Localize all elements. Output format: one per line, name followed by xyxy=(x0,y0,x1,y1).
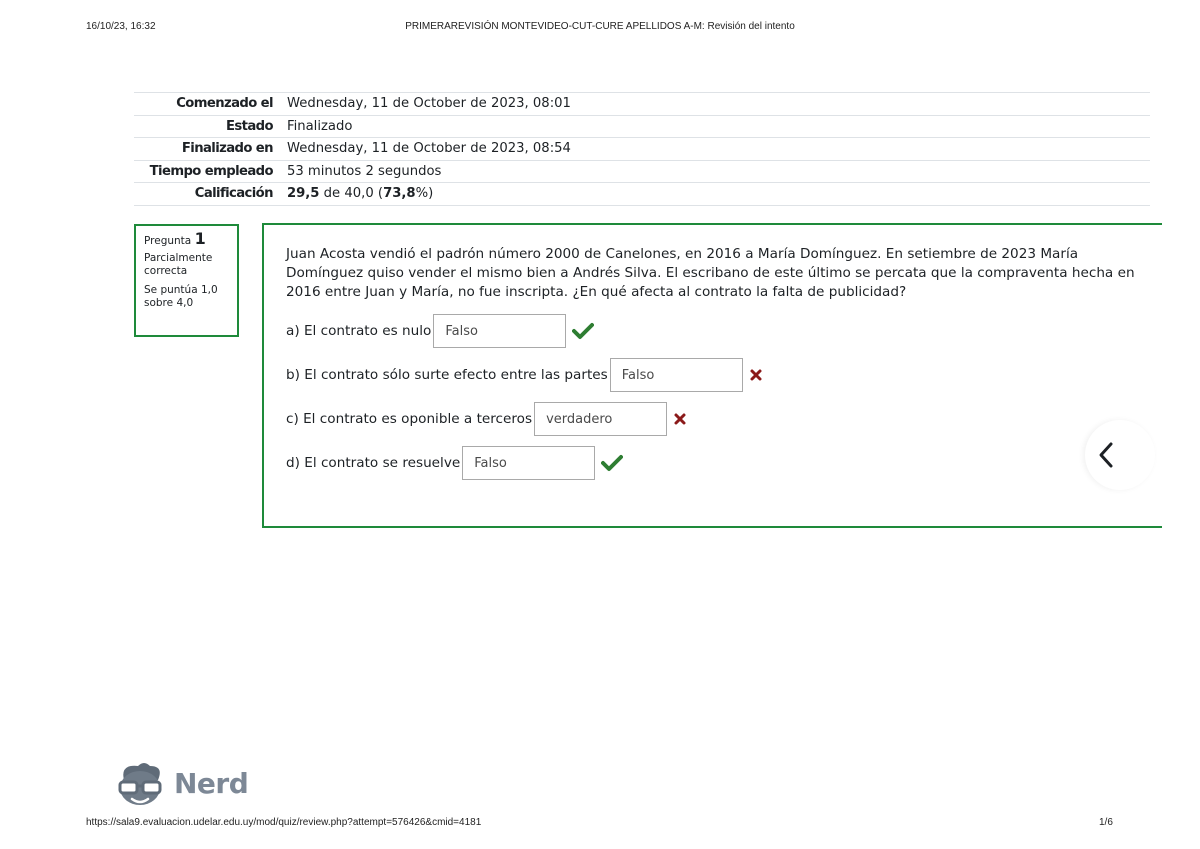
summary-row-grade xyxy=(134,183,1150,206)
grade-value xyxy=(281,183,1150,206)
subquestion-c xyxy=(286,401,697,437)
summary-value: Wednesday, 11 de October de 2023, 08:01 xyxy=(281,93,1150,116)
grade-percent-suffix: %) xyxy=(415,186,434,202)
question-text: Juan Acosta vendió el padrón número 2000 de Canelones, en 2016 a María Domínguez. En setiembre de 2023 María Domínguez quiso vender el mismo bien a Andrés Silva. El escribano de este último se percata que la compraventa hecha en 2016 entre Juan y María, no fue inscripta. ¿En qué afecta al contrato la falta de publicidad? xyxy=(286,246,1135,300)
subquestion-text: a) El contrato es nulo xyxy=(286,323,432,339)
subquestion-a xyxy=(286,313,596,349)
x-icon xyxy=(673,412,697,426)
question-grade: Se puntúa 1,0 sobre 4,0 xyxy=(144,284,218,309)
grade-percent: 73,8 xyxy=(383,186,416,202)
attempt-summary-table xyxy=(134,92,1150,206)
answer-select[interactable]: Falso xyxy=(433,314,566,348)
summary-value: 53 minutos 2 segundos xyxy=(281,160,1150,183)
summary-row-started xyxy=(134,93,1150,116)
question-info-box xyxy=(134,224,239,337)
nerd-mascot-icon xyxy=(108,758,172,808)
print-page-title: PRIMERAREVISIÓN MONTEVIDEO-CUT-CURE APELLIDOS A-M: Revisión del intento xyxy=(405,21,795,32)
summary-row-finished xyxy=(134,138,1150,161)
subquestion-b xyxy=(286,357,773,393)
answer-select[interactable]: Falso xyxy=(610,358,743,392)
summary-value: Finalizado xyxy=(281,115,1150,138)
subquestion-text: c) El contrato es oponible a terceros xyxy=(286,411,533,427)
summary-label: Finalizado en xyxy=(134,138,281,161)
question-label: Pregunta xyxy=(144,235,192,247)
question-number: 1 xyxy=(194,229,206,248)
print-footer-url: https://sala9.evaluacion.udelar.edu.uy/mod/quiz/review.php?attempt=576426&cmid=4181 xyxy=(86,817,482,828)
subquestion-text: d) El contrato se resuelve xyxy=(286,455,461,471)
chevron-left-icon[interactable] xyxy=(1096,440,1116,470)
summary-label: Comenzado el xyxy=(134,93,281,116)
summary-row-time-taken xyxy=(134,160,1150,183)
x-icon xyxy=(749,368,773,382)
subquestion-d xyxy=(286,445,625,481)
summary-row-state xyxy=(134,115,1150,138)
question-content xyxy=(262,223,1162,528)
question-number-line xyxy=(144,229,229,248)
print-datetime: 16/10/23, 16:32 xyxy=(86,21,156,32)
answer-select[interactable]: verdadero xyxy=(534,402,667,436)
nerd-watermark-logo xyxy=(108,758,248,808)
summary-label: Tiempo empleado xyxy=(134,160,281,183)
summary-label: Estado xyxy=(134,115,281,138)
check-icon xyxy=(572,322,596,340)
check-icon xyxy=(601,454,625,472)
summary-value: Wednesday, 11 de October de 2023, 08:54 xyxy=(281,138,1150,161)
print-page-number: 1/6 xyxy=(1099,817,1113,828)
summary-label: Calificación xyxy=(134,183,281,206)
nerd-logo-text: Nerd xyxy=(174,766,249,800)
subquestion-text: b) El contrato sólo surte efecto entre las partes xyxy=(286,367,608,383)
grade-of-text: de 40,0 ( xyxy=(319,186,384,202)
question-state: Parcialmente correcta xyxy=(144,252,213,277)
answer-select[interactable]: Falso xyxy=(462,446,595,480)
grade-score: 29,5 xyxy=(286,186,320,202)
